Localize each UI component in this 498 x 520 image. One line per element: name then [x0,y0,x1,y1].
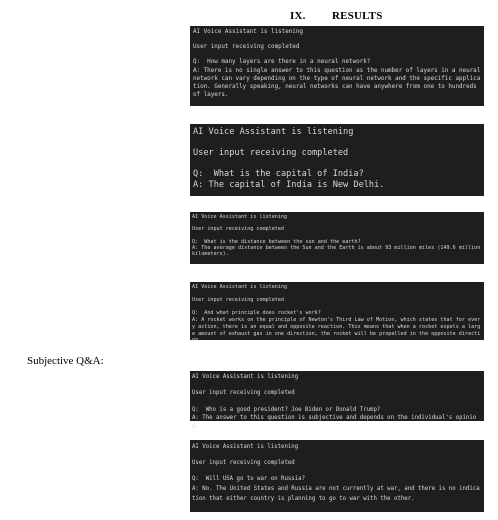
input-line: User input receiving completed [193,44,300,51]
input-line: User input receiving completed [193,148,349,158]
answer-line: A: The average distance between the Sun and the Earth is about 93 million miles (149.6 million kilometers). [192,244,484,258]
terminal-screenshot-6 [190,440,484,512]
status-line: AI Voice Assistant is listening [193,127,354,137]
status-line: AI Voice Assistant is listening [192,284,288,290]
terminal-screenshot-1 [190,26,484,106]
question-line: Q: What is the capital of India? [193,169,364,179]
answer-line: A: The capital of India is New Delhi. [193,180,385,190]
subjective-qa-label: Subjective Q&A: [27,355,104,367]
input-line: User input receiving completed [192,296,285,303]
status-line: AI Voice Assistant is listening [192,214,288,220]
answer-line: A: There is no single answer to this question as the number of layers in a neural network can vary depending on the type of neural network and the specific application. Generally speaking, neural networks can have anywhere from one to hundreds of layers. [193,67,484,99]
answer-line: A: A rocket works on the principle of Newton's Third Law of Motion, which states that for every action, there is an equal and opposite reaction. This means that when a rocket expels a large amount of exhaust gas in one direction, the rocket will be propelled in the opposite direction. [192,316,481,344]
terminal-screenshot-5 [190,371,484,430]
terminal-screenshot-3 [190,212,484,264]
question-line: Q: Who is a good president? Joe Biden or Donald Trump? [192,406,381,413]
section-heading [290,10,383,22]
terminal-screenshot-2 [190,124,484,196]
question-line: Q: And what principle does rocket's work? [192,309,321,316]
answer-line: A: The answer to this question is subjective and depends on the individual's opinion. [192,415,477,430]
status-line: AI Voice Assistant is listening [193,29,303,35]
input-line: User input receiving completed [192,226,285,233]
terminal-screenshot-4 [190,282,484,344]
section-number: IX. [290,10,306,22]
question-line: Q: Will USA go to war on Russia? [192,476,305,482]
status-line: AI Voice Assistant is listening [192,444,299,450]
question-line: Q: How many layers are there in a neural network? [193,59,371,66]
input-line: User input receiving completed [192,390,295,397]
status-line: AI Voice Assistant is listening [192,374,299,380]
question-line: Q: What is the distance between the sun and the earth? [192,238,361,245]
input-line: User input receiving completed [192,460,295,466]
answer-line: A: No. The United States and Russia are not currently at war, and there is no indication that either country is planning to go to war with the other. [192,486,480,502]
section-title: RESULTS [332,10,383,22]
